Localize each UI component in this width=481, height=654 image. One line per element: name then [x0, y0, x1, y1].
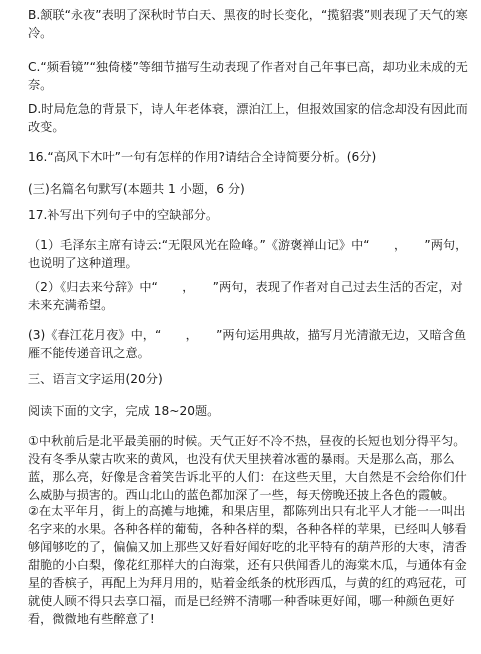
- question-17-stem: 17.补写出下列句子中的空缺部分。: [28, 208, 219, 222]
- passage-paragraph-2: ②在太平年月，街上的高摊与地摊，和果店里，都陈列出只有北平人才能一一叫出名字来的水果。各种各样的葡萄，各种各样的梨，各种各样的苹果，已经叫人够看够闻够吃的了，偏偏又加上那些又好看好闻好吃的北平特有的葫芦形的大枣，清香甜脆的小白梨，像花红那样大的白海棠，还有只供闻香儿的海棠木瓜，与通体有金星的香槟子，再配上为拜月用的，贴着金纸条的枕形西瓜，与黄的红的鸡冠花，可就使人顾不得只去享口福，而是已经辨不清哪一种香味更好闻，哪一种颜色更好看，微微地有些醉意了!: [28, 504, 467, 626]
- reading-prompt: 阅读下面的文字，完成 18~20题。: [28, 404, 220, 418]
- option-c: C.“频看镜”“独倚楼”等细节描写生动表现了作者对自己年事已高，却功业未成的无奈。: [28, 60, 468, 92]
- question-16: 16.“高风下木叶”一句有怎样的作用?请结合全诗简要分析。(6分): [28, 150, 377, 164]
- question-17-item-3: (3)《春江花月夜》中，“ ， ”两句运用典故，描写月光清澈无边，又暗含鱼雁不能传递音讯之意。: [28, 328, 467, 360]
- option-b: B.颔联“永夜”表明了深秋时节白天、黑夜的时长变化，“揽貂裘”则表现了天气的寒冷。: [28, 8, 468, 40]
- section-language-title: 三、语言文字运用(20分): [28, 372, 163, 386]
- question-17-item-2: （2）《归去来兮辞》中“ ， ”两句，表现了作者对自己过去生活的否定，对未来充满希望。: [28, 280, 463, 312]
- question-17-item-1: （1）毛泽东主席有诗云:“无限风光在险峰。”《游褒禅山记》中“ ， ”两句，也说明了这种道理。: [28, 238, 468, 270]
- passage-paragraph-1: ①中秋前后是北平最美丽的时候。天气正好不冷不热，昼夜的长短也划分得平匀。没有冬季从蒙古吹来的黄风，也没有伏天里挟着冰雹的暴雨。天是那么高，那么蓝，那么亮，好像是含着笑告诉北平的人们：在这些天里，大自然是不会给你们什么威胁与损害的。西山北山的蓝色都加深了一些，每天傍晚还披上各色的霞帔。: [28, 434, 467, 502]
- section-3-title: (三)名篇名句默写(本题共 1 小题，6 分): [28, 182, 245, 196]
- option-d: D.时局危急的背景下，诗人年老体衰，漂泊江上，但报效国家的信念却没有因此而改变。: [28, 102, 468, 134]
